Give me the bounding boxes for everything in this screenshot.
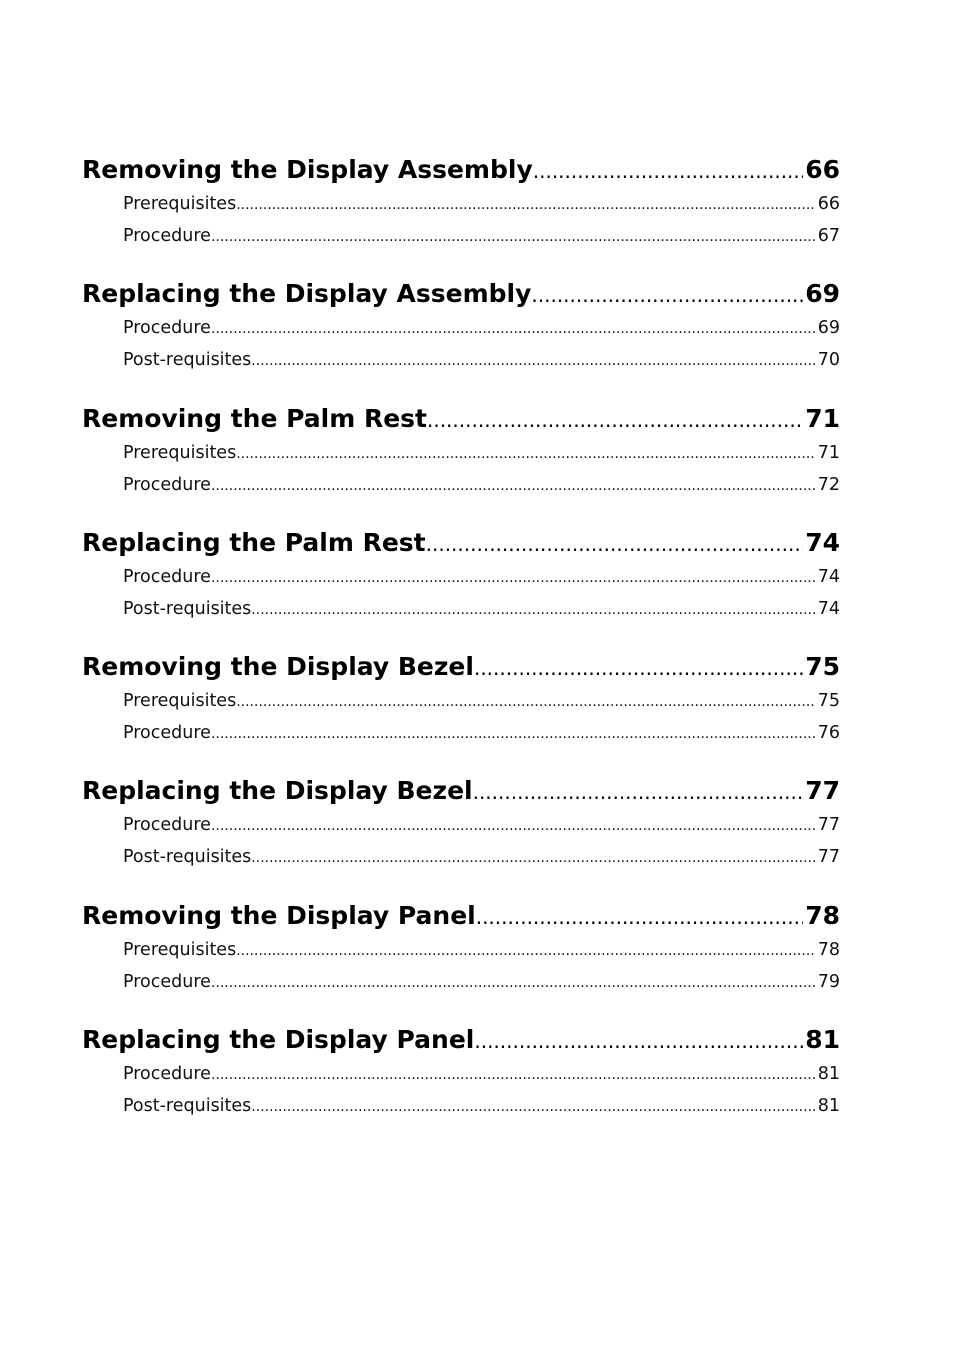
- chapter-title: Removing the Display Panel: [82, 900, 476, 930]
- chapter-page-number: 66: [805, 155, 840, 184]
- chapter-page-number: 81: [805, 1025, 840, 1055]
- subentry-page-number: 67: [817, 226, 840, 246]
- toc-section: [82, 898, 840, 998]
- dot-leader: [236, 686, 816, 717]
- table-of-contents: [82, 152, 840, 1146]
- chapter-page-number: 74: [805, 527, 840, 557]
- subentry-page-number: 66: [817, 194, 840, 214]
- subentry-page-number: 77: [817, 847, 840, 868]
- dot-leader: [251, 842, 815, 873]
- dot-leader: [427, 402, 803, 437]
- toc-chapter-entry[interactable]: [82, 276, 840, 312]
- dot-leader: [211, 470, 816, 501]
- subentry-label: Post-requisites: [123, 1096, 252, 1117]
- toc-subentry[interactable]: [82, 717, 840, 749]
- toc-subentry[interactable]: [82, 188, 840, 220]
- subentry-label: Procedure: [123, 815, 211, 836]
- toc-chapter-entry[interactable]: [82, 773, 840, 809]
- toc-section: [82, 401, 840, 501]
- chapter-title: Removing the Display Bezel: [82, 652, 474, 682]
- chapter-title: Replacing the Display Assembly: [82, 279, 532, 309]
- subentry-label: Procedure: [123, 723, 211, 744]
- subentry-label: Prerequisites: [123, 442, 237, 463]
- dot-leader: [251, 594, 815, 625]
- toc-subentry[interactable]: [82, 312, 840, 344]
- subentry-page-number: 81: [817, 1064, 840, 1085]
- subentry-page-number: 70: [817, 350, 840, 371]
- dot-leader: [211, 810, 816, 841]
- chapter-title: Replacing the Display Panel: [82, 1025, 475, 1055]
- toc-subentry[interactable]: [82, 1058, 840, 1090]
- toc-chapter-entry[interactable]: [82, 898, 840, 934]
- dot-leader: [474, 1023, 803, 1058]
- dot-leader: [211, 313, 816, 344]
- subentry-page-number: 76: [817, 723, 840, 744]
- toc-section: [82, 1022, 840, 1122]
- toc-subentry[interactable]: [82, 344, 840, 376]
- subentry-label: Procedure: [123, 226, 211, 246]
- subentry-label: Prerequisites: [123, 194, 237, 214]
- dot-leader: [474, 650, 803, 685]
- chapter-page-number: 75: [805, 652, 840, 682]
- toc-subentry[interactable]: [82, 809, 840, 841]
- dot-leader: [251, 1091, 815, 1122]
- subentry-label: Post-requisites: [123, 847, 252, 868]
- subentry-page-number: 78: [817, 939, 840, 960]
- subentry-label: Prerequisites: [123, 691, 237, 712]
- toc-subentry[interactable]: [82, 593, 840, 625]
- dot-leader: [426, 526, 804, 561]
- chapter-title: Replacing the Palm Rest: [82, 527, 426, 557]
- subentry-label: Procedure: [123, 971, 211, 992]
- dot-leader: [236, 189, 816, 220]
- toc-chapter-entry[interactable]: [82, 152, 840, 188]
- dot-leader: [211, 967, 816, 998]
- toc-subentry[interactable]: [82, 561, 840, 593]
- dot-leader: [211, 221, 816, 252]
- subentry-page-number: 81: [817, 1096, 840, 1117]
- toc-section: [82, 773, 840, 873]
- subentry-page-number: 77: [817, 815, 840, 836]
- dot-leader: [473, 774, 804, 809]
- toc-chapter-entry[interactable]: [82, 1022, 840, 1058]
- subentry-label: Procedure: [123, 474, 211, 495]
- subentry-page-number: 75: [817, 691, 840, 712]
- chapter-title: Removing the Palm Rest: [82, 403, 427, 433]
- chapter-title: Removing the Display Assembly: [82, 155, 533, 184]
- dot-leader: [476, 899, 803, 934]
- toc-section: [82, 152, 840, 252]
- dot-leader: [211, 718, 816, 749]
- chapter-page-number: 78: [805, 900, 840, 930]
- chapter-page-number: 71: [805, 403, 840, 433]
- dot-leader: [211, 562, 816, 593]
- toc-chapter-entry[interactable]: [82, 401, 840, 437]
- subentry-page-number: 69: [817, 318, 840, 339]
- toc-section: [82, 276, 840, 376]
- toc-section: [82, 649, 840, 749]
- toc-subentry[interactable]: [82, 966, 840, 998]
- chapter-page-number: 69: [805, 279, 840, 309]
- dot-leader: [211, 1059, 816, 1090]
- dot-leader: [533, 153, 803, 188]
- subentry-label: Post-requisites: [123, 598, 252, 619]
- dot-leader: [236, 438, 816, 469]
- toc-section: [82, 525, 840, 625]
- toc-subentry[interactable]: [82, 469, 840, 501]
- subentry-page-number: 71: [817, 442, 840, 463]
- dot-leader: [236, 935, 816, 966]
- subentry-label: Prerequisites: [123, 939, 237, 960]
- subentry-page-number: 74: [817, 598, 840, 619]
- chapter-page-number: 77: [805, 776, 840, 806]
- toc-subentry[interactable]: [82, 934, 840, 966]
- toc-chapter-entry[interactable]: [82, 649, 840, 685]
- dot-leader: [531, 277, 803, 312]
- toc-subentry[interactable]: [82, 685, 840, 717]
- chapter-title: Replacing the Display Bezel: [82, 776, 473, 806]
- toc-subentry[interactable]: [82, 841, 840, 873]
- toc-subentry[interactable]: [82, 220, 840, 252]
- subentry-label: Procedure: [123, 1064, 211, 1085]
- subentry-label: Procedure: [123, 318, 211, 339]
- subentry-label: Post-requisites: [123, 350, 252, 371]
- subentry-page-number: 79: [817, 971, 840, 992]
- dot-leader: [251, 345, 815, 376]
- subentry-page-number: 72: [817, 474, 840, 495]
- subentry-page-number: 74: [817, 566, 840, 587]
- toc-subentry[interactable]: [82, 437, 840, 469]
- toc-subentry[interactable]: [82, 1090, 840, 1122]
- subentry-label: Procedure: [123, 566, 211, 587]
- toc-chapter-entry[interactable]: [82, 525, 840, 561]
